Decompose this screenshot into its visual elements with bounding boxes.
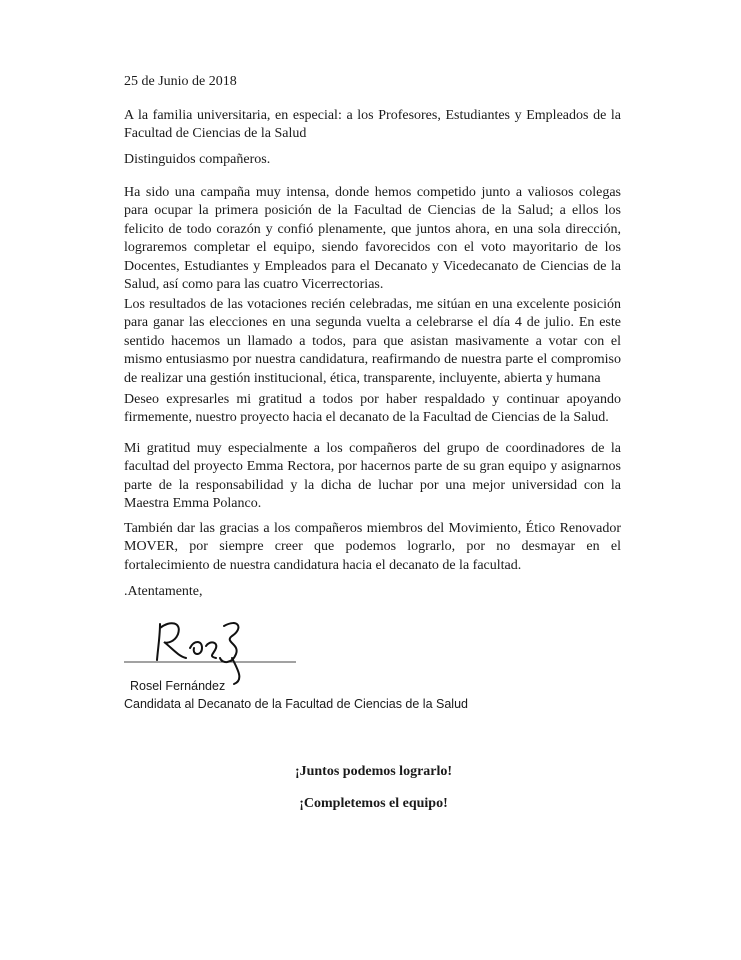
signer-role: Candidata al Decanato de la Facultad de Ciencias de la Salud xyxy=(124,697,468,711)
paragraph-1: Ha sido una campaña muy intensa, donde hemos competido junto a valiosos colegas para ocupar la primera posición de la Facultad de Ciencias de la Salud; a ellos los felicito de todo corazón y confió plenamente, que juntos ahora, en una sola dirección, lograremos completar el equipo, siendo favorecidos con el voto mayoritario de los Docentes, Estudiantes y Empleados para el Decanato y Vicedecanato de Ciencias de la Salud, así como para las cuatro Vicerrectorias. xyxy=(124,185,621,293)
paragraph-2: Los resultados de las votaciones recién celebradas, me sitúan en una excelente posición para ganar las elecciones en una segunda vuelta a celebrarse el día 4 de julio. En este sentido hacemos un llamado a todos, para que asistan masivamente a votar con el mismo entusiasmo por nuestra candidatura, reafirmando de nuestra parte el compromiso de realizar una gestión institucional, ética, transparente, incluyente, abierta y humana xyxy=(124,297,621,386)
slogan-2: ¡Completemos el equipo! xyxy=(299,796,448,811)
slogan-1: ¡Juntos podemos lograrlo! xyxy=(294,764,453,779)
paragraph-3: Deseo expresarles mi gratitud a todos por haber respaldado y continuar apoyando firmemente, nuestro proyecto hacia el decanato de la Facultad de Ciencias de la Salud. xyxy=(124,392,621,426)
signer-name: Rosel Fernández xyxy=(130,679,226,693)
greeting: Distinguidos compañeros. xyxy=(124,152,271,167)
paragraph-5: También dar las gracias a los compañeros miembros del Movimiento, Ético Renovador MOVER, por siempre creer que podemos lograrlo, por no desmayar en el fortalecimiento de nuestra candidatura hacia el decanato de la facultad. xyxy=(124,521,621,573)
closing: .Atentamente, xyxy=(124,584,203,599)
letter-date: 25 de Junio de 2018 xyxy=(124,74,237,89)
signature xyxy=(120,606,300,686)
addressee: A la familia universitaria, en especial: a los Profesores, Estudiantes y Empleados de la Facultad de Ciencias de la Salud xyxy=(124,108,621,142)
paragraph-4: Mi gratitud muy especialmente a los compañeros del grupo de coordinadores de la facultad del proyecto Emma Rectora, por hacernos parte de su gran equipo y asignarnos parte de la responsabilidad y la dicha de luchar por una mejor universidad con la Maestra Emma Polanco. xyxy=(124,441,621,512)
